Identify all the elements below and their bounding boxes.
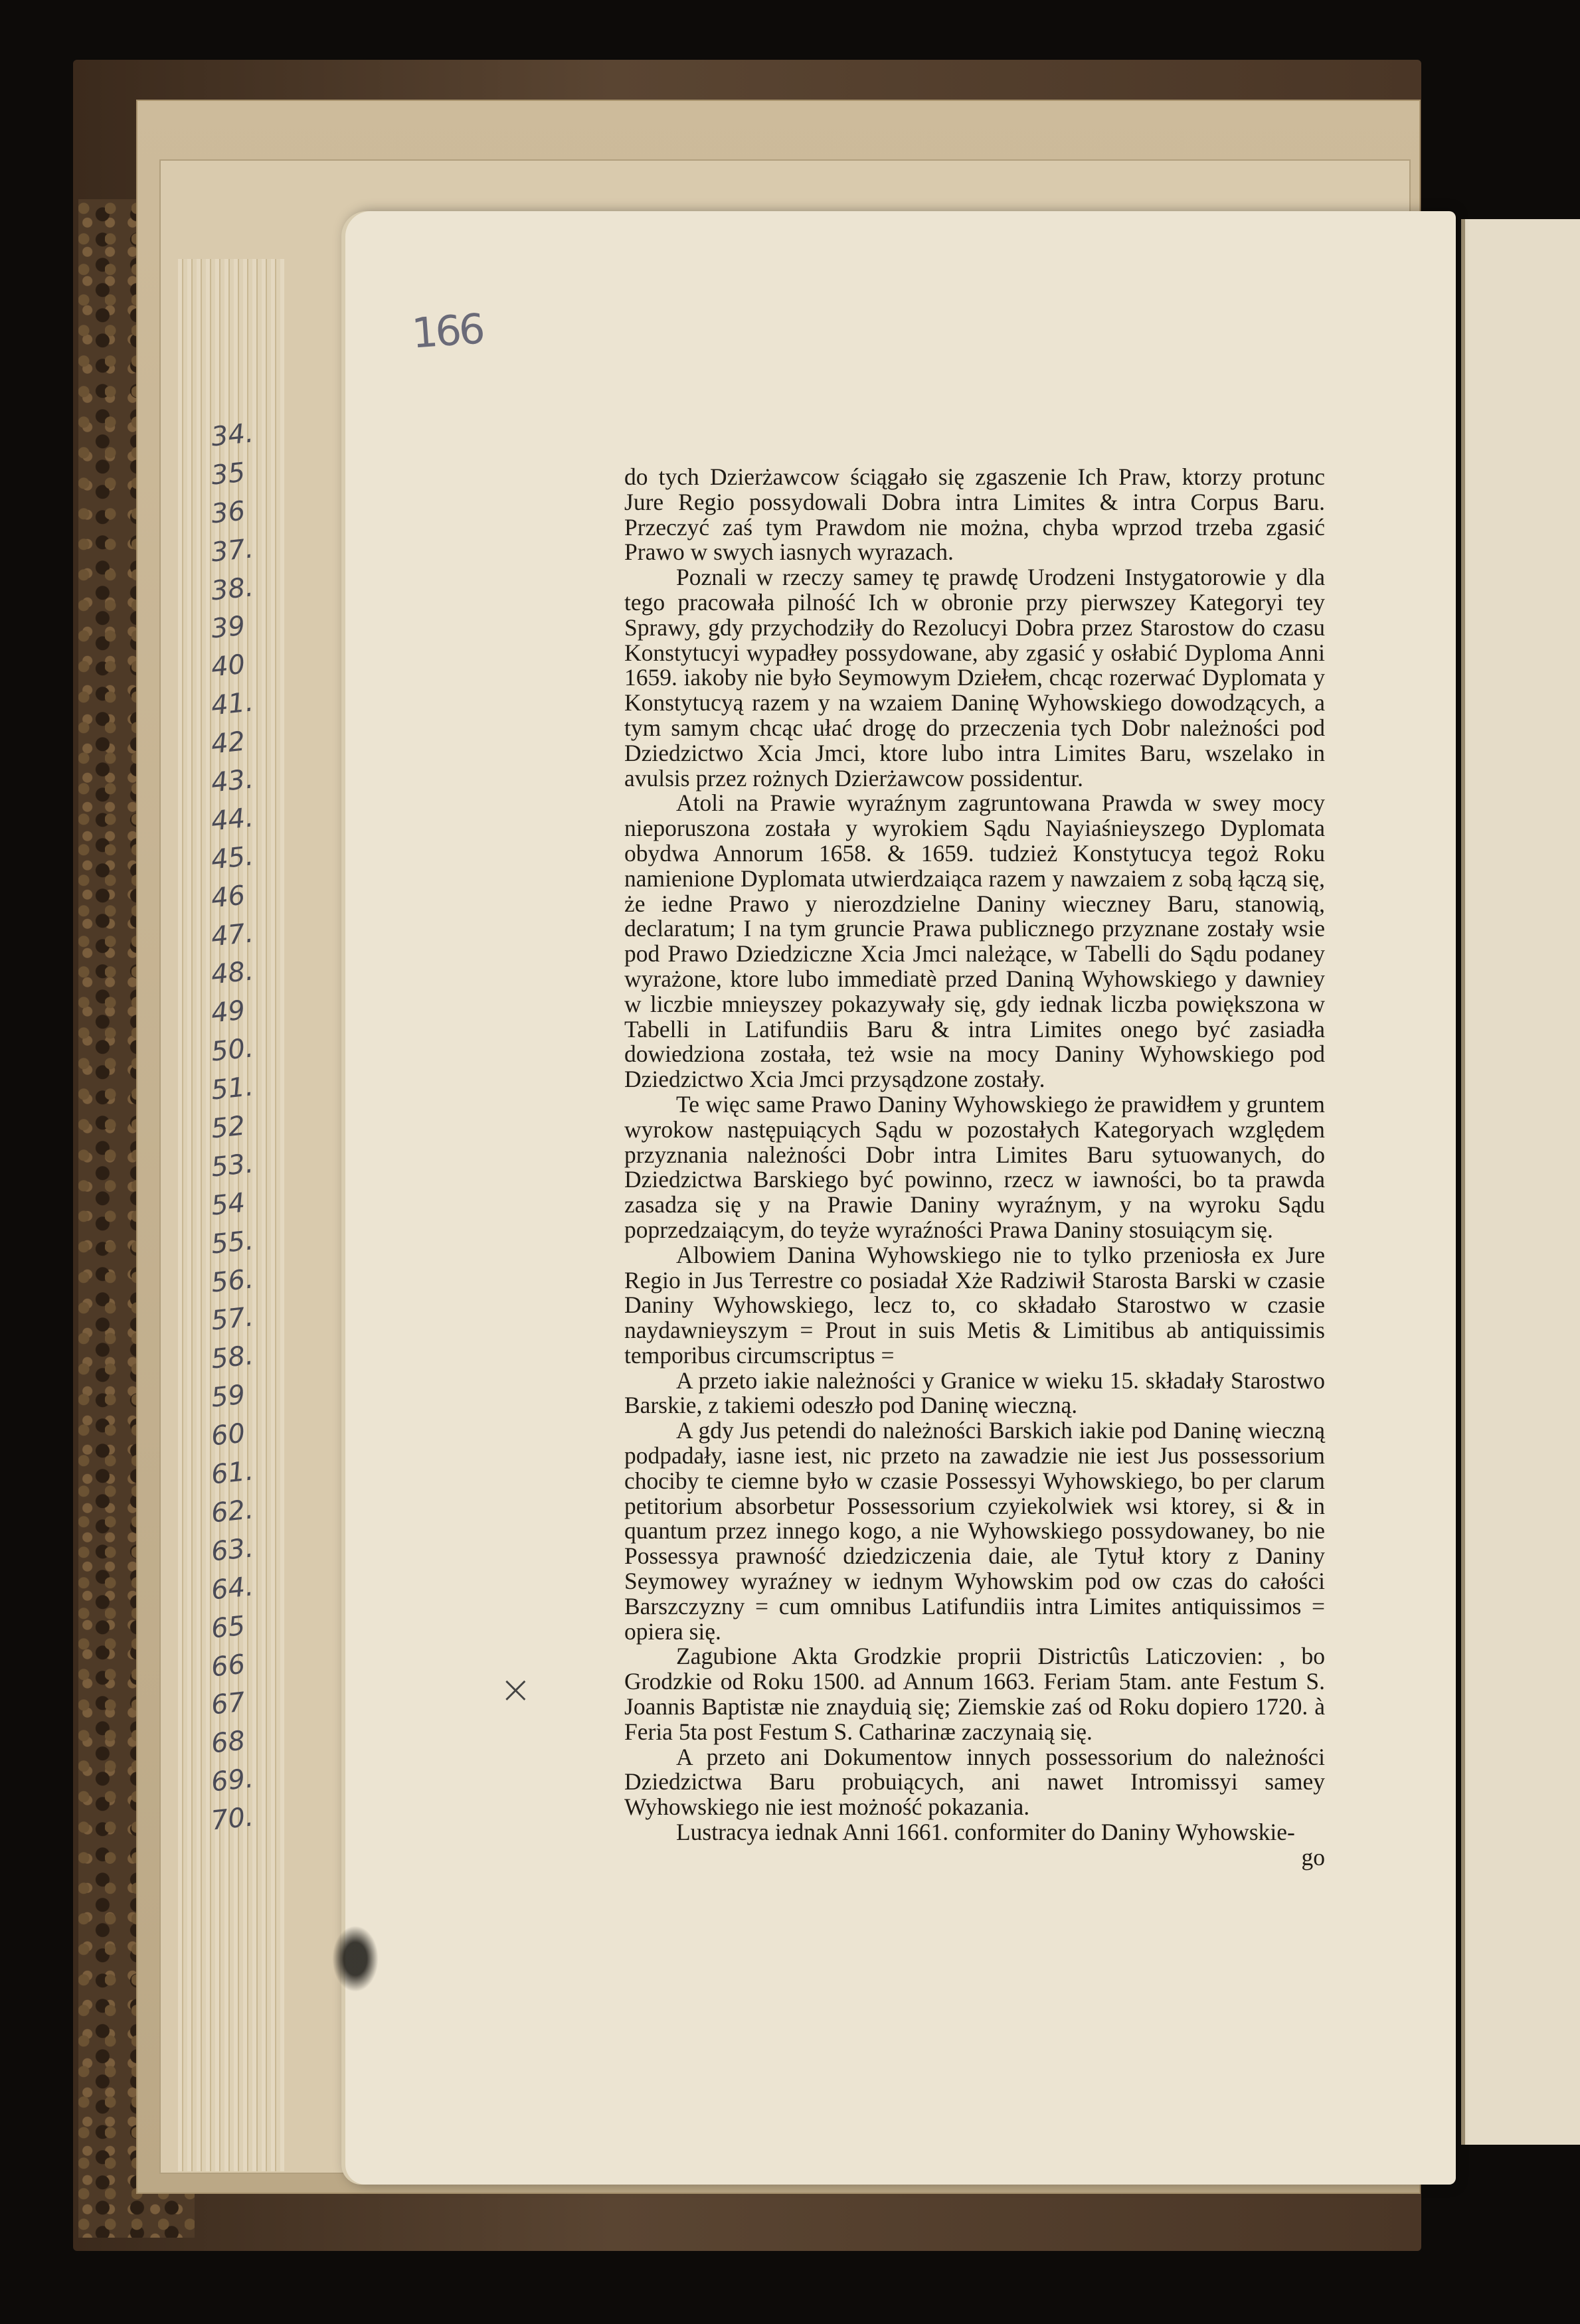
paragraph: Te więc same Prawo Daniny Wyhowskiego że prawidłem y gruntem wyrokow następuiących Sądu w pozostałych Kategoryach względem przyznania należności Dobr intra Limites Baru sytuowanych, do Dziedzictwa Barskiego być powinno, rzecz w iawności, bo ta prawda zasadza się y na Prawie Daniny wyraźnym, y na wyroku Sądu poprzedzaiącym, do teyże wyraźności Prawa Daniny stosuiącym się.	[624, 1090, 1325, 1243]
margin-number: 55.	[209, 1224, 255, 1260]
margin-number: 69.	[209, 1763, 255, 1798]
paragraph: Poznali w rzeczy samey tę prawdę Urodzeni Instygatorowie y dla tego pracowała pilność Ich w obronie przy pierwszey Kategoryi tey Sprawy, gdy przychodziły do Rezolucyi Dobra przez Starostow do czasu Konstytucyi wypadłey possydowane, aby zgasić y osłabić Dyploma Anni 1659. iakoby nie było Seymowym Dziełem, chcąc rozerwać Dyplomata y Konstytucyą razem y na wzaiem Daninę Wyhowskiego dowodzących, a tym samym chcąc ułać drogę do przeczenia tych Dobr należności pod Dziedzictwo Xcia Jmci, ktore lubo intra Limites Baru, wszelako in avulsis przez rożnych Dzierżawcow possidentur.	[624, 564, 1325, 791]
margin-number: 54	[209, 1187, 247, 1222]
margin-number: 49	[209, 995, 247, 1029]
catchword: go	[1301, 1843, 1325, 1870]
margin-number: 47.	[209, 917, 255, 953]
margin-number: 50.	[209, 1033, 255, 1068]
margin-number-list	[211, 415, 284, 1837]
margin-number: 39	[209, 611, 247, 645]
margin-number: 35	[209, 457, 247, 491]
margin-number: 45.	[209, 841, 255, 876]
margin-number: 57.	[209, 1301, 255, 1337]
margin-number: 66	[209, 1649, 247, 1683]
margin-number: 34.	[209, 418, 255, 453]
margin-number: 60	[209, 1418, 247, 1452]
margin-number: 41.	[209, 687, 255, 722]
margin-mark: ×	[499, 1667, 532, 1712]
margin-number: 68	[209, 1725, 247, 1760]
margin-number: 52	[209, 1110, 247, 1145]
margin-number: 67	[209, 1687, 247, 1722]
paragraph: A przeto ani Dokumentow innych possessorium do należności Dziedzictwa Baru probuiących, ani nawet Intromissyi samey Wyhowskiego nie iest możność pokazania.	[624, 1743, 1325, 1821]
paragraph: do tych Dzierżawcow ściągało się zgaszenie Ich Praw, ktorzy protunc Jure Regio possydowali Dobra intra Limites & intra Corpus Baru. Przeczyć zaś tym Prawdom nie można, chyba wprzod trzeba zgasić Prawo w swych iasnych wyrazach.	[624, 463, 1325, 566]
paragraph: Albowiem Danina Wyhowskiego nie to tylko przeniosła ex Jure Regio in Jus Terrestre co posiadał Xże Radziwił Starosta Barski w czasie Daniny Wyhowskiego, lecz to, co składało Starostwo w czasie naydawnieyszym = Prout in suis Metis & Limitibus ab antiquissimis temporibus circumscriptus =	[624, 1241, 1325, 1369]
paragraph: A gdy Jus petendi do należności Barskich iakie pod Daninę wieczną podpadały, iasne iest, nic przeto na zawadzie nie iest Jus possessorium chociby te ciemne było w czasie Possessyi Wyhowskiego, bo per clarum petitorium absorbetur Possessorium czyiekolwiek wsi ktorey, si & in quantum przez innego kogo, a nie Wyhowskiego possydowaney, bo nie Possessya prawność dziedziczenia daie, ale Tytuł ktory z Daniny Seymowey wyraźney w iednym Wyhowskim pod ow czas do całości Barszczyzny = cum omnibus Latifundiis intra Limites antiquissimos = opiera się.	[624, 1417, 1325, 1645]
margin-number: 62.	[209, 1494, 255, 1529]
margin-number: 37.	[209, 533, 255, 568]
ink-stain	[332, 1926, 379, 1992]
margin-number: 40	[209, 649, 247, 683]
paragraph: Atoli na Prawie wyraźnym zagruntowana Prawda w swey mocy nieporuszona została y wyrokiem Sądu Nayiaśnieyszego Dyplomata obydwa Annorum 1658. & 1659. tudzież Konstytucya tegoż Roku namienione Dyplomata utwierdzaiąca razem y nawzaiem z sobą łączą się, że iedne Prawo y nierozdzielne Daniny wieczney Baru, stanowią, declaratum; I na tym gruncie Prawa publicznego przyznane zostały wsie pod Prawo Dziedziczne Xcia Jmci należące, w Tabelli do Sądu podaney wyrażone, ktore lubo immediatè przed Daniną Wyhowskiego y dawniey w liczbie mnieyszey pokazywały się, gdy iednak liczba powiększona w Tabelli in Latifundiis Baru & intra Limites onego być zasiadła dowiedziona została, też wsie na mocy Daniny Wyhowskiego pod Dziedzictwo Xcia Jmci przysądzone zostały.	[624, 789, 1325, 1093]
paragraph: Lustracya iednak Anni 1661. conformiter do Daniny Wyhowskie-	[676, 1819, 1295, 1846]
margin-number: 53.	[209, 1148, 255, 1183]
margin-number: 65	[209, 1610, 247, 1645]
margin-number: 51.	[209, 1071, 255, 1106]
margin-number: 36	[209, 495, 247, 530]
margin-number: 42	[209, 726, 247, 760]
paragraph: Zagubione Akta Grodzkie proprii Districtûs Laticzovien: , bo Grodzkie od Roku 1500. ad Annum 1663. Feriam 5tam. ante Festum S. Joannis Baptistæ nie znayduią się; Ziemskie zaś od Roku dopiero 1720. à Feria 5ta post Festum S. Catharinæ zaczynaią się.	[624, 1643, 1325, 1745]
margin-number: 43.	[209, 764, 255, 799]
margin-number: 46	[209, 880, 247, 914]
page-number: 166	[410, 304, 484, 358]
margin-number: 44.	[209, 802, 255, 837]
margin-number: 59	[209, 1379, 247, 1414]
facing-page	[1461, 219, 1580, 2145]
margin-number: 56.	[209, 1263, 255, 1299]
margin-number: 63.	[209, 1533, 255, 1568]
margin-number: 64.	[209, 1570, 255, 1606]
margin-number: 70.	[209, 1801, 255, 1837]
paragraph: A przeto iakie należności y Granice w wieku 15. składały Starostwo Barskie, z takiemi odeszło pod Daninę wieczną.	[624, 1367, 1325, 1419]
document-body	[624, 465, 1325, 1870]
margin-number: 58.	[209, 1340, 255, 1376]
margin-number: 38.	[209, 571, 255, 607]
margin-number: 61.	[209, 1455, 255, 1491]
margin-number: 48.	[209, 955, 255, 991]
